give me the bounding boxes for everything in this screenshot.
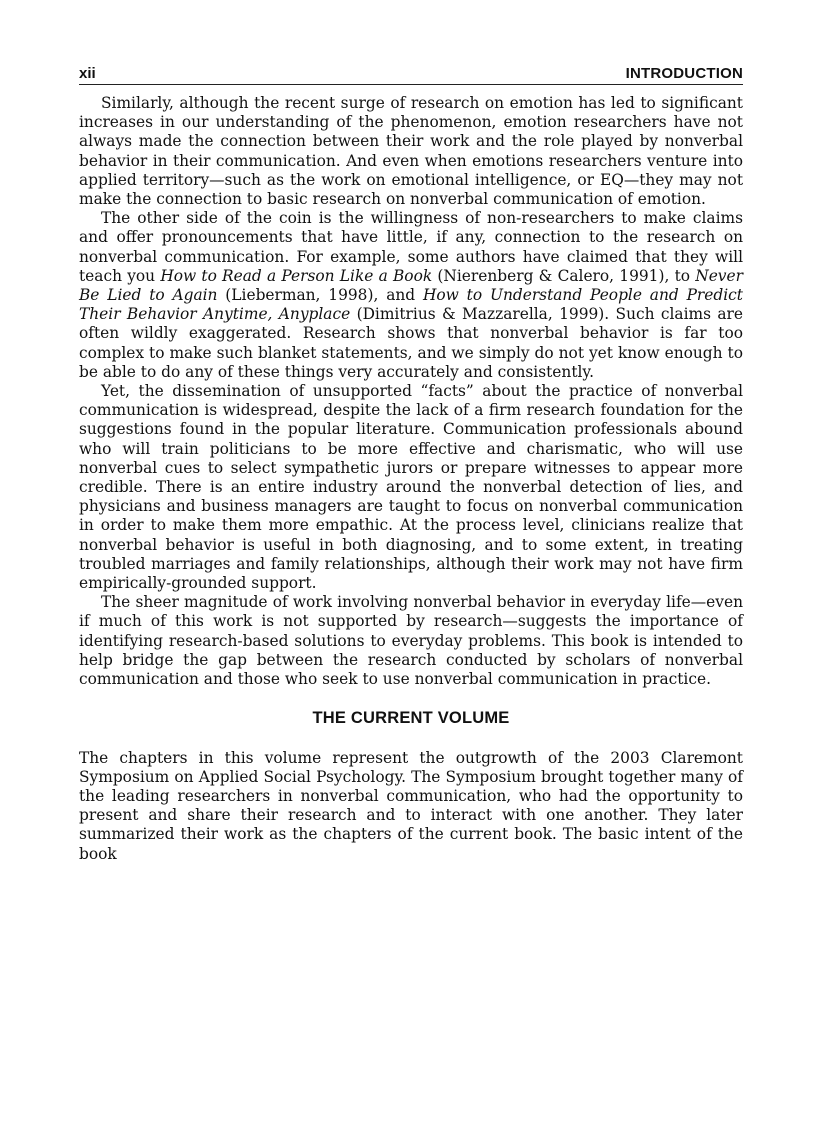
paragraph-3: Yet, the dissemination of unsupported “facts” about the practice of nonverbal communication is widespread, despite the lack of a firm research foundation for the suggestions found in the popular literature. Communication professionals abound who will train politicians to be more effective and charismatic, who will use nonverbal cues to select sympathetic jurors or prepare witnesses to appear more credible. There is an entire industry around the nonverbal detection of lies, and physicians and business managers are taught to focus on nonverbal communication in order to make them more empathic. At the process level, clinicians realize that nonverbal behavior is useful in both diagnosing, and to some extent, in treating troubled marriages and family relationships, although their work may not have firm empirically-grounded support. [79, 382, 743, 593]
book-title-never-be-lied-to: Never Be Lied to Again [79, 266, 743, 305]
paragraph-2 [79, 209, 743, 382]
paragraph-4: The sheer magnitude of work involving nonverbal behavior in everyday life—even if much of this work is not supported by research—suggests the importance of identifying research-based solutions to everyday problems. This book is intended to help bridge the gap between the research conducted by scholars of nonverbal communication and those who seek to use nonverbal communication in practice. [79, 593, 743, 689]
running-head [79, 64, 743, 85]
body-text [79, 94, 743, 864]
paragraph-2-part-b: (Nierenberg & Calero, 1991), to [432, 266, 696, 285]
paragraph-2-part-a: The other side of the coin is the willingness of non-researchers to make claims and offer pronouncements that have little, if any, connection to the research on nonverbal communication. For example, some authors have claimed that they will teach you [79, 209, 743, 285]
paragraph-2-part-d: (Dimitrius & Mazzarella, 1999). Such claims are often wildly exaggerated. Research shows that nonverbal behavior is far too complex to make such blanket statements, and we simply do not yet know enough to be able to do any of these things very accurately and consistently. [79, 305, 744, 381]
book-title-read-a-person: How to Read a Person Like a Book [160, 266, 433, 285]
paragraph-5: The chapters in this volume represent the outgrowth of the 2003 Claremont Symposium on Applied Social Psychology. The Symposium brought together many of the leading researchers in nonverbal communication, who had the opportunity to present and share their research and to interact with one another. They later summarized their work as the chapters of the current book. The basic intent of the book [79, 748, 743, 863]
book-title-understand-people: How to Understand People and Predict Their Behavior Anytime, Anyplace [79, 286, 743, 324]
section-heading: THE CURRENT VOLUME [312, 709, 510, 728]
running-head-title: INTRODUCTION [625, 65, 743, 82]
paragraph-2-part-c: (Lieberman, 1998), and [217, 286, 423, 305]
paragraph-1: Similarly, although the recent surge of research on emotion has led to significant increases in our understanding of the phenomenon, emotion researchers have not always made the connection between their work and the role played by nonverbal behavior in their communication. And even when emotions researchers venture into applied territory—such as the work on emotional intelligence, or EQ—they may not make the connection to basic research on nonverbal communication of emotion. [79, 94, 743, 209]
page-number: xii [79, 65, 96, 82]
